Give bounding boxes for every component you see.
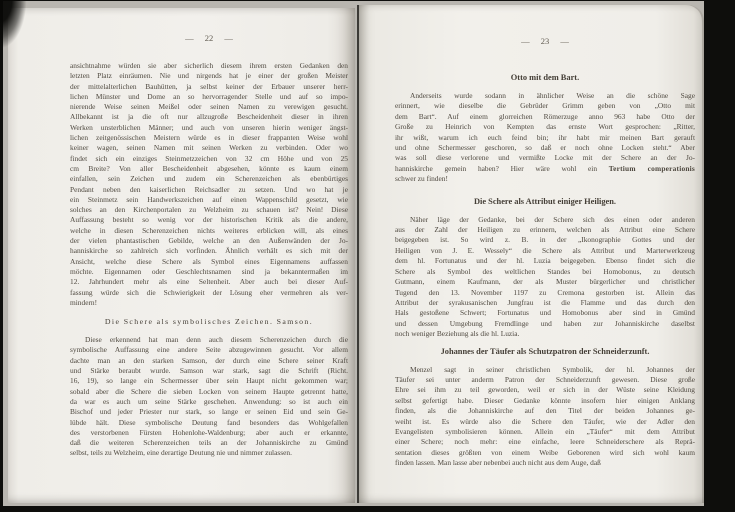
text-line: Gutmann, einem Kaufmann, der als Muster bürgerlicher und christlicher [395,277,695,287]
text-line: letzten Platz einräumen. Nie und nirgends hat je einer der großen Meister [70,71,348,81]
page-number: — 23 — [521,36,569,46]
text-line: hanniskirche gemein haben? Hier wäre wohl ein Tertium comperationis [395,163,695,173]
text-line: Werken unsterblichen Männer; und auch von unseren hierin weniger ängst- [70,122,348,132]
text-line: lichen Münster und Dome an so hervorragender Stelle und auf so impo- [70,91,348,101]
text-line: Diese erkennend hat man denn auch diesem Scherenzeichen durch die [85,335,348,345]
text-line: ansichtnahme würden sie aber sicherlich diesem ihrem ersten Gedanken den [70,61,348,70]
text-line: sobald aber die Schere die sieben Locken von seinem Haupte getrennt hatte, [70,386,348,396]
text-line: Anderseits wurde sodann in ähnlicher Weise an die schöne Sage [410,91,695,100]
text-line: daß die weiteren Scherenzeichen teils an der Johanniskirche zu Gmünd [70,438,348,448]
paragraph [70,61,348,308]
text-line: was soll diese verlorene und vermißte Locke mit der Schere an der Jo- [395,153,695,163]
text-line: hanniskirche so zahlreich sich vorfinden. Ähnlich verhält es sich mit der [70,246,348,256]
text-line: selbst gefertigt habe. Dieser Gedanke könnte insofern hier einigen Anklang [395,395,695,405]
text-line: weiht ist. Es würde also die Schere den Täufer, wie der Adler den [395,416,695,426]
page-left-type-area [70,33,348,459]
text-line: ihr wißt, warum ich euch feind bin; ihr habt mir meinen Bart gerauft [395,132,695,142]
text-line: 12. Jahrhundert mehr als eine Seltenheit. Aber auch bei dieser Auf- [70,277,348,287]
scan-corner-shadow [0,0,34,62]
text-line: und ohne Schermesser geschoren, so daß er noch ohne Locken steht.“ Aber [395,143,695,153]
section-heading: Otto mit dem Bart. [510,73,580,82]
text-line: Menzel sagt in seiner christlichen Symbolik, der hl. Johannes der [410,364,695,374]
text-line: lübde hält. Diese symbolische Deutung fand besonders das Wohlgefallen [70,417,348,427]
page-right [357,5,704,503]
paragraph [395,215,695,340]
text-line: Große zu Heinrich von Kempten das ernste Wort gesprochen: „Ritter, [395,122,695,132]
text-line: mindern! [70,297,98,307]
text-line: keiner wagen, seinen Namen mit seinen Werken zu verbinden. Oder wo [70,143,348,153]
section-heading: Johannes der Täufer als Schutzpatron der Schneiderzunft. [440,346,650,356]
text-line: Hals gestoßene Schwert; Fortunatus und Homobonus aber sind in Gmünd [395,308,695,318]
latin-emphasis: Tertium comperationis [608,163,695,173]
text-line: erinnert, wie dieselbe die Gebrüder Grimm geben von „Otto mit [395,101,695,111]
text-line: Allbekannt ist ja die oft nur allzugroße Bescheidenheit dieser in ihren [70,112,348,122]
text-line: und Stärke beraubt wurde. Samson war stark, sagt die Schrift (Richt. [70,366,348,376]
section-heading: Die Schere als Attribut einiger Heiligen. [473,196,617,206]
text-line: ein Steinmetz sein Handwerkszeichen auf einen Wappenschild gesetzt, wie [70,194,348,204]
text-line: beigegeben ist. So wird z. B. in der „Ikonographie Gottes und der [395,235,695,245]
page-body [395,72,695,469]
text-line: Pendant neben den kaiserlichen Reichsadler zu setzen. Und wo hat je [70,184,348,194]
text-line: cm Breite? Von aller Bescheidenheit abgesehen, könnte es kaum einem [70,163,348,173]
text-line: sentation dieses größten von einem Weibe Geborenen wird sich wohl kaum [395,447,695,457]
section-heading: Die Schere als symbolisches Zeichen. Samson. [104,317,314,327]
paragraph [395,91,695,185]
text-line: lichen zeitgenössischen Meistern würde es in dieser frappanten Weise wohl [70,133,348,143]
text-line: welche in diesen Scherenzeichen nichts weiteres erblicken will, als eines [70,225,348,235]
text-line: aus der Zahl der Heiligen zu erinnern, welchen als Attribut eine Schere [395,225,695,235]
text-line: Evangelisten symbolisieren können. Allein ein „Täufer“ mit dem Attribut [395,426,695,436]
text-line: einfallen, sein Zeichen und zudem ein Scherenzeichen als ebenbürtiges [70,174,348,184]
text-line: finden lassen. Man lasse aber nebenbei auch nicht aus dem Auge, daß [395,458,601,468]
text-line: möchte. Eigennamen oder Geschlechtsnamen sind ja bekanntermaßen im [70,266,348,276]
text-line: und dessen Umgebung Fremdlinge und haben zur Johanniskirche daselbst [395,318,695,328]
text-line: Näher läge der Gedanke, bei der Schere sich des einen oder anderen [410,214,695,224]
text-line: dem Bart“. Auf einem glorreichen Römerzuge anno 963 habe Otto der [395,111,695,121]
text-line: symbolische Auffassung eine andere Seite abzugewinnen gesucht. Vor allem [70,345,348,355]
text-line: findet sich ein einziges Steinmetzzeichen von 32 cm Höhe und von 25 [70,153,348,163]
page-right-type-area [395,36,695,469]
text-line: Heiligen von J. E. Wessely“ die Schere als Attribut und Marterwerkzeug [395,245,695,255]
page-left [8,8,355,503]
text-line: einer Schere; noch mehr: eine einfache, leere Schneiderschere als Reprä- [395,437,695,447]
text-line: der mittelalterlichen Bauhütten, ja selbst keiner der Erbauer unserer herr- [70,81,348,91]
text-line: selbst, teils zu Welzheim, eine derartige Deutung nie und nimmer zulassen. [70,448,292,458]
text-line: dem hl. Fortunatus und der hl. Luzia beigegeben. Ebenso findet sich die [395,256,695,266]
text-line: solches an den Kirchenportalen zu Welzheim zu schauen ist? Nein! Diese [70,205,348,215]
page-number: — 22 — [185,33,233,43]
text-line: Tugend den 13. November 1197 zu Cremona gestorben ist. Allein das [395,287,695,297]
text-line: der vielen phantastischen Gebilde, welche an den Außenwänden der Jo- [70,236,348,246]
text-line: Schere als Symbol des weltlichen Standes bei Homobonus, zu deutsch [395,266,695,276]
text-line: nierende Weise seinen Meißel oder seinen Namen zu verewigen gesucht. [70,102,348,112]
text-line: Ansicht, welche diese Schere als Symbol eines Eigennamens auffassen [70,256,348,266]
text-line: finden, als die Johanniskirche auf den Titel der beiden Johannes ge- [395,406,695,416]
paragraph [395,365,695,469]
text-line: Attribut der syrakusanischen Jungfrau ist die Flamme und das durch den [395,297,695,307]
text-line: noch weniger Beziehung als die hl. Luzia. [395,329,520,339]
text-line: schwer zu finden! [395,174,448,184]
text-line: da war es auch um seine Stärke geschehen. Anwendung: so ist auch ein [70,396,348,406]
text-line: fassung würde sich die Schwierigkeit der Lösung eher vermehren als ver- [70,287,348,297]
text-line: Täufer sei unter anderm Patron der Schneiderzunft gewesen. Diese große [395,374,695,384]
text-line: Ehre sei ihm zu teil geworden, weil er sich in der Wüste seine Kleidung [395,385,695,395]
text-line: Auffassung besteht so wenig vor der historischen Kritik als die andere, [70,215,348,225]
text-line: dachte man an den starken Samson, der durch eine Schere seiner Kraft [70,355,348,365]
text-line: 16, 19), so lange ein Schermesser über sein Haupt nicht gekommen war; [70,376,348,386]
text-line: des verstorbenen Fürsten Hohenlohe-Waldenburg; aber auch er erkannte, [70,427,348,437]
paragraph [70,335,348,459]
text-line: Bischof und jeder Priester nur stark, so lange er seinen Eid und sein Ge- [70,407,348,417]
page-body [70,61,348,459]
